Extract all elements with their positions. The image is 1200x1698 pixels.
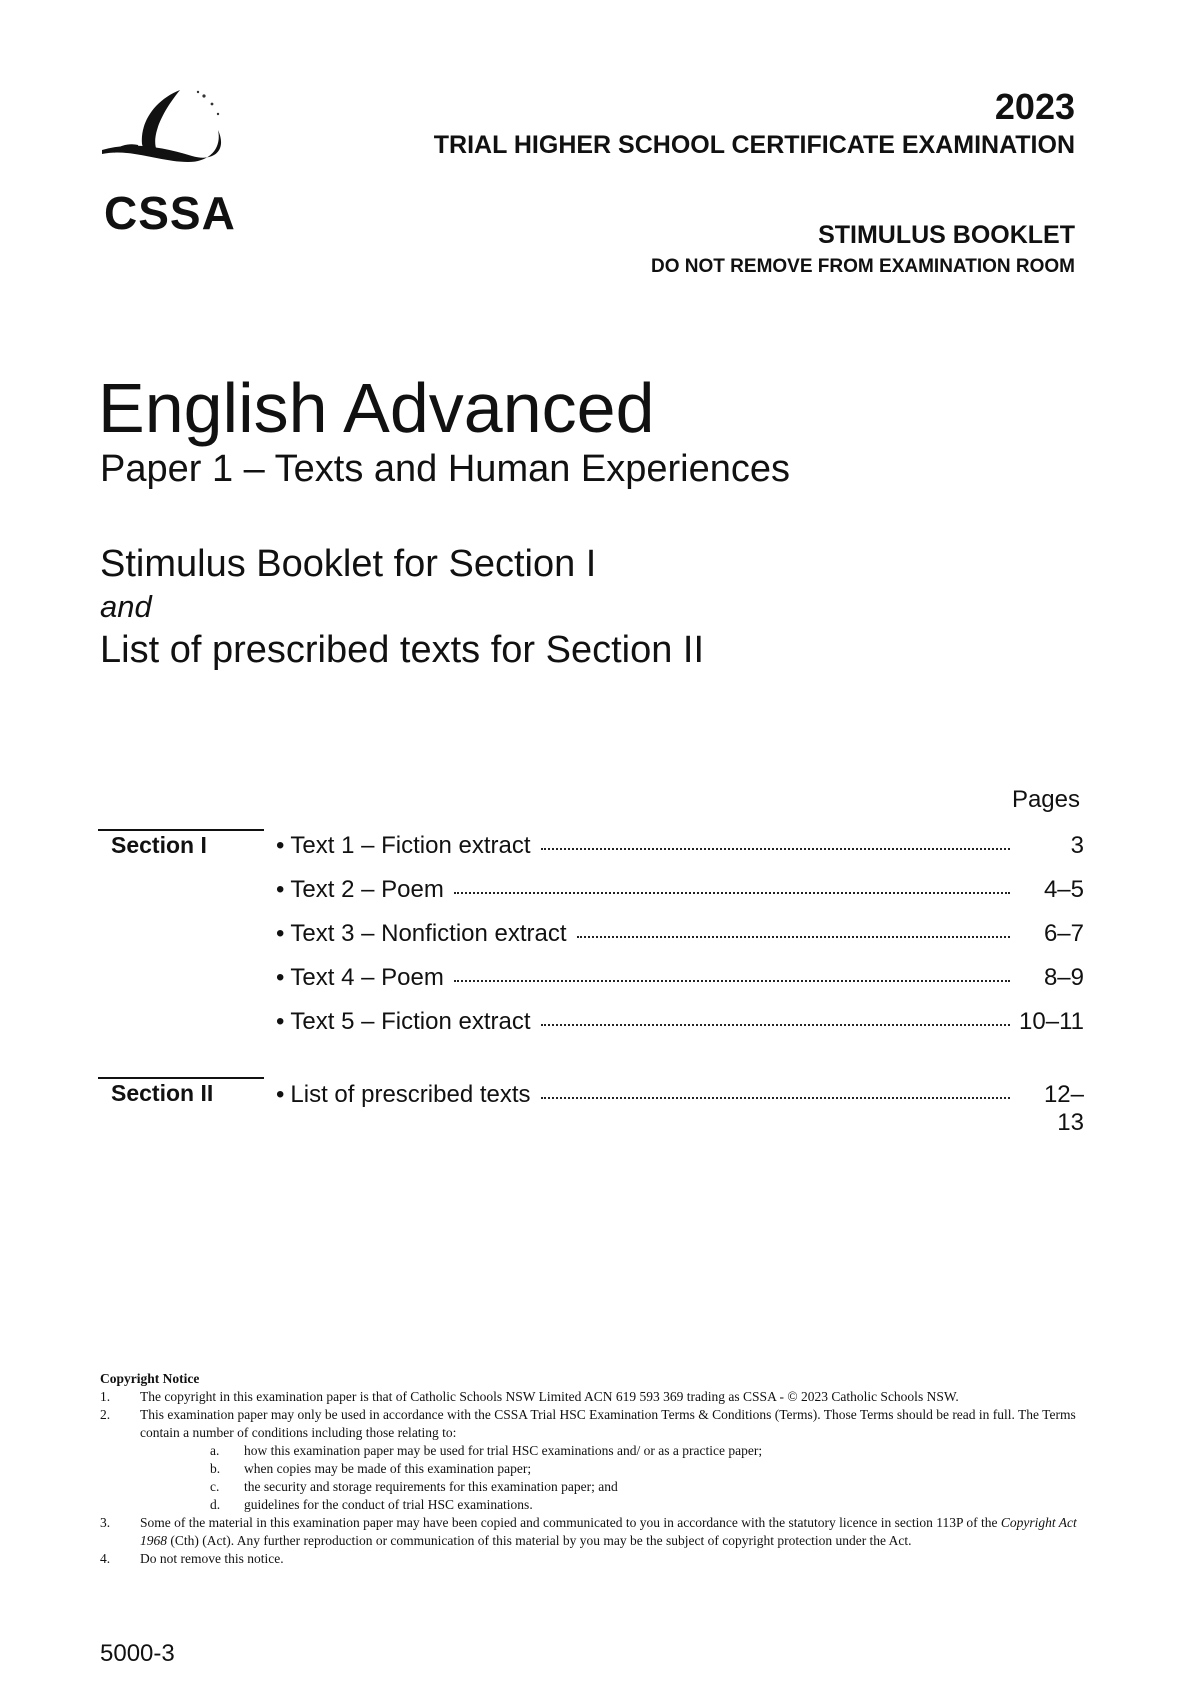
subject-title: English Advanced [98,369,655,447]
dot-leader [541,1097,1010,1099]
paper-code: 5000-3 [100,1640,175,1667]
bullet: • [276,876,285,903]
sub-item-letter: c. [210,1479,220,1494]
exam-year: 2023 [994,86,1075,127]
copyright-sub-item [100,1460,1090,1478]
and-connector: and [100,589,152,624]
item-text: This examination paper may only be used in accordance with the CSSA Trial HSC Examination Terms & Conditions (Terms). Those Terms should be read in full. The Terms contain a number of conditions including those relating to: [140,1407,1076,1440]
sub-item-letter: b. [210,1461,221,1476]
toc-item-pages: 8–9 [1043,964,1084,991]
section-label: Section I [111,832,207,858]
toc-item-pages: 3 [1070,832,1084,859]
copyright-heading: Copyright Notice [100,1371,200,1386]
dot-leader [454,980,1010,982]
section-label: Section II [111,1080,214,1106]
toc-item-text: Text 5 – Fiction extract [290,1008,531,1035]
bullet: • [276,1008,285,1035]
copyright-item [100,1550,1090,1568]
toc-row [276,964,1084,992]
dot-leader [541,848,1011,850]
toc-item-text: List of prescribed texts [290,1081,531,1108]
dot-leader [541,1024,1011,1026]
toc-row [276,832,1084,860]
logo-text: CSSA [104,187,236,239]
exam-title: TRIAL HIGHER SCHOOL CERTIFICATE EXAMINATION [433,131,1075,159]
sub-item-text: how this examination paper may be used for trial HSC examinations and/ or as a practice paper; [244,1443,763,1458]
toc-row [276,876,1084,904]
item-number: 2. [100,1407,111,1422]
section-divider [98,829,264,831]
toc-item-text: Text 2 – Poem [290,876,444,903]
section-divider [98,1077,264,1079]
item-number: 1. [100,1389,111,1404]
act-name: Copyright Act 1968 [140,1515,1077,1548]
copyright-item [100,1514,1090,1550]
sub-item-text: guidelines for the conduct of trial HSC examinations. [244,1497,533,1512]
copyright-sub-item [100,1478,1090,1496]
sub-item-text: the security and storage requirements for this examination paper; and [244,1479,618,1494]
copyright-item [100,1406,1090,1442]
copyright-sub-item [100,1442,1090,1460]
bullet: • [276,920,285,947]
prescribed-texts-line: List of prescribed texts for Section II [100,629,705,671]
item-number: 4. [100,1551,111,1566]
item-number: 3. [100,1515,111,1530]
booklet-warning: DO NOT REMOVE FROM EXAMINATION ROOM [651,256,1075,277]
item-text: Some of the material in this examination paper may have been copied and communicated to you in accordance with the statutory licence in section 113P of the Copyright Act 1968 (Cth) (Act). Any further reproduction or communication of this material by you may be the subject of copyright protection under the Act. [140,1515,1077,1548]
bullet: • [276,1081,285,1108]
toc-item-text: Text 4 – Poem [290,964,444,991]
item-text: The copyright in this examination paper is that of Catholic Schools NSW Limited ACN 619 593 369 trading as CSSA - © 2023 Catholic Schools NSW. [140,1389,959,1404]
sub-item-letter: a. [210,1443,220,1458]
toc-item-pages: 10–11 [1019,1008,1084,1035]
dot-leader [454,892,1010,894]
toc-item-pages: 6–7 [1043,920,1084,947]
pages-column-heading: Pages [1011,786,1080,813]
dot-leader [577,936,1010,938]
stimulus-booklet-line: Stimulus Booklet for Section I [100,543,597,585]
copyright-notice [100,1370,1090,1568]
toc-item-pages: 12–13 [1043,1081,1084,1136]
bullet: • [276,832,285,859]
copyright-item [100,1388,1090,1406]
sub-item-text: when copies may be made of this examination paper; [244,1461,532,1476]
toc-item-text: Text 3 – Nonfiction extract [290,920,567,947]
toc-row [276,1008,1084,1036]
sub-item-letter: d. [210,1497,221,1512]
paper-subtitle: Paper 1 – Texts and Human Experiences [100,448,791,490]
toc-item-pages: 4–5 [1043,876,1084,903]
copyright-sub-item [100,1496,1090,1514]
toc-row [276,1081,1084,1137]
toc-item-text: Text 1 – Fiction extract [290,832,531,859]
item-text: Do not remove this notice. [140,1551,284,1566]
bullet: • [276,964,285,991]
booklet-title: STIMULUS BOOKLET [818,221,1075,249]
toc-row [276,920,1084,948]
